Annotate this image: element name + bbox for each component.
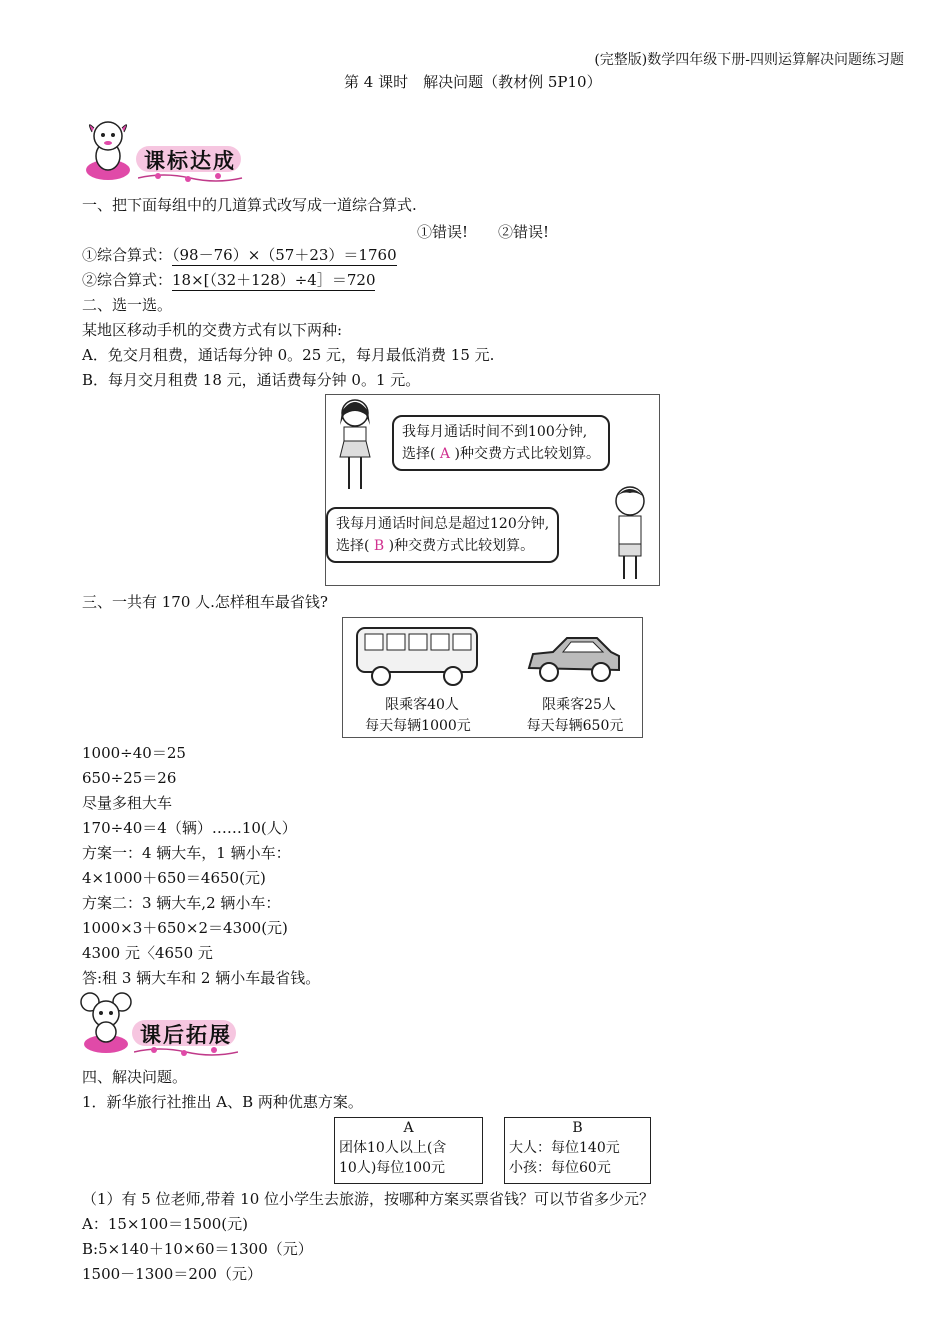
section2-heading: 二、选一选。: [82, 296, 173, 314]
solution-line: 4300 元〈4650 元: [82, 944, 213, 962]
girl-line-2: 选择( A )种交费方式比较划算。: [402, 446, 600, 462]
error-markers: ①错误! ②错误!: [417, 223, 550, 241]
section3-heading: 三、一共有 170 人.怎样租车最省钱?: [82, 593, 328, 611]
plan-a-line-2: 10人)每位100元: [339, 1160, 445, 1176]
flower-vine-decoration: [134, 1046, 238, 1058]
bus-capacity: 限乘客40人: [385, 697, 459, 713]
plan-b-line-2: 小孩：每位60元: [509, 1160, 611, 1176]
solution-answer: 答:租 3 辆大车和 2 辆小车最省钱。: [82, 969, 321, 987]
section4-heading: 四、解决问题。: [82, 1068, 188, 1086]
section1-heading: 一、把下面每组中的几道算式改写成一道综合算式.: [82, 196, 417, 214]
badge-label: 课后拓展: [140, 1023, 232, 1047]
section2-intro: 某地区移动手机的交费方式有以下两种:: [82, 321, 343, 339]
solution-line: 1000×3＋650×2＝4300(元): [82, 919, 288, 937]
girl-line-1: 我每月通话时间不到100分钟,: [402, 424, 588, 440]
equation-2: [82, 270, 375, 290]
car-price: 每天每辆650元: [526, 718, 624, 734]
calc-plan-b: B:5×140＋10×60＝1300（元）: [82, 1240, 313, 1258]
solution-line: 1000÷40＝25: [82, 744, 186, 762]
solution-line: 4×1000＋650＝4650(元): [82, 869, 266, 887]
document-title: (完整版)数学四年级下册-四则运算解决问题练习题: [594, 52, 904, 68]
solution-line: 尽量多租大车: [82, 794, 173, 812]
section-badge-standard: [78, 118, 243, 186]
bus-icon: [353, 624, 481, 690]
car-capacity: 限乘客25人: [542, 697, 616, 713]
boy-line-2: 选择( B )种交费方式比较划算。: [336, 538, 535, 554]
girl-answer: A: [439, 446, 451, 462]
plan-a-box: [334, 1117, 483, 1184]
sub-question-1: （1）有 5 位老师,带着 10 位小学生去旅游，按哪种方案买票省钱？可以节省多少元？: [82, 1190, 655, 1208]
solution-line: 650÷25＝26: [82, 769, 177, 787]
girl-figure-icon: [332, 397, 378, 497]
plan-b-box: [504, 1117, 651, 1184]
plan-a-line-1: 团体10人以上(含: [339, 1140, 447, 1156]
equation-2-answer: 18×[（32＋128）÷4］＝720: [172, 271, 376, 289]
equation-2-prefix: ②综合算式：: [82, 271, 173, 289]
dialogue-illustration: [325, 394, 660, 586]
car-icon: [523, 630, 623, 686]
option-a: A．免交月租费，通话每分钟 0。25 元，每月最低消费 15 元.: [82, 346, 495, 364]
flower-vine-decoration: [138, 172, 243, 184]
boy-speech-bubble: [326, 507, 559, 563]
girl-speech-bubble: [392, 415, 610, 471]
plan-a-title: A: [403, 1120, 414, 1136]
badge-label: 课标达成: [144, 149, 236, 173]
section-badge-extension: [78, 990, 238, 1058]
goat-mascot-icon: [78, 118, 138, 186]
solution-line: 170÷40＝4（辆）……10(人）: [82, 819, 297, 837]
boy-figure-icon: [606, 483, 654, 583]
equation-1-answer: （98－76）×（57＋23）＝1760: [172, 246, 397, 264]
boy-line-1: 我每月通话时间总是超过120分钟,: [336, 516, 550, 532]
option-b: B．每月交月租费 18 元，通话费每分钟 0。1 元。: [82, 371, 421, 389]
solution-line: 方案一：4 辆大车，1 辆小车：: [82, 844, 291, 862]
plan-b-line-1: 大人：每位140元: [509, 1140, 620, 1156]
equation-1-prefix: ①综合算式：: [82, 246, 173, 264]
calc-difference: 1500－1300＝200（元）: [82, 1265, 262, 1283]
question-1: 1．新华旅行社推出 A、B 两种优惠方案。: [82, 1093, 363, 1111]
bus-price: 每天每辆1000元: [365, 718, 471, 734]
lesson-title: 第 4 课时 解决问题（教材例 5P10）: [344, 73, 602, 91]
equation-1: [82, 245, 397, 265]
boy-answer: B: [373, 538, 385, 554]
solution-line: 方案二：3 辆大车,2 辆小车：: [82, 894, 281, 912]
calc-plan-a: A：15×100＝1500(元): [82, 1215, 248, 1233]
mouse-mascot-icon: [78, 990, 134, 1058]
vehicle-illustration: [342, 617, 643, 738]
plan-b-title: B: [572, 1120, 583, 1136]
